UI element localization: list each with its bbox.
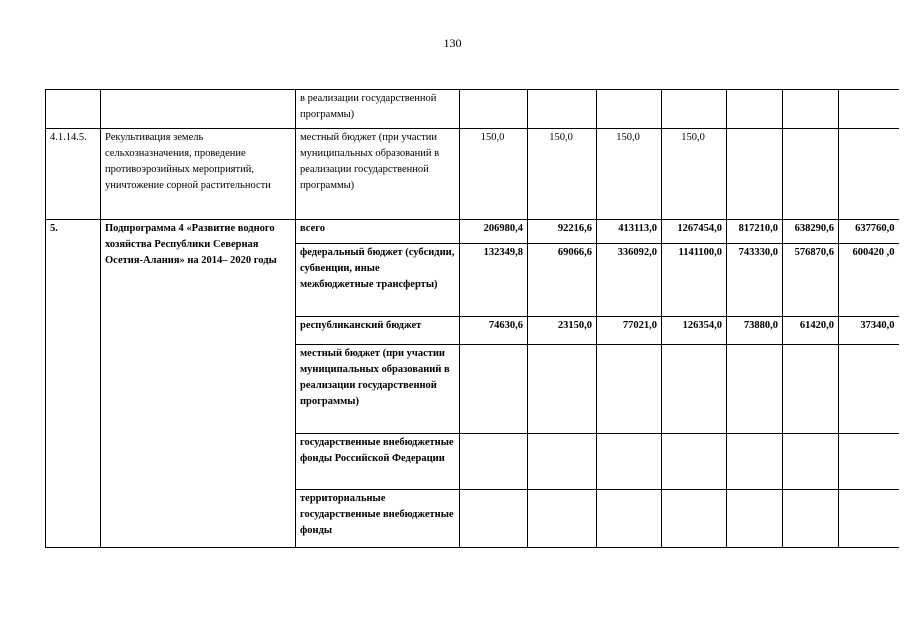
value-cell: 92216,6 [528, 220, 597, 244]
value-cell [839, 129, 899, 220]
value-cell: 336092,0 [597, 244, 662, 317]
value-cell: 817210,0 [727, 220, 783, 244]
row-code: 5. [46, 220, 101, 548]
row-code [46, 90, 101, 129]
value-cell [528, 434, 597, 490]
value-cell: 600420 ,0 [839, 244, 899, 317]
value-cell [783, 90, 839, 129]
value-cell: 576870,6 [783, 244, 839, 317]
funding-source: всего [296, 220, 460, 244]
value-cell [783, 129, 839, 220]
page-number: 130 [443, 36, 462, 50]
funding-source: местный бюджет (при участии муниципальных образований в реализации государственной программы) [296, 345, 460, 434]
table-row [46, 90, 899, 129]
value-cell [727, 490, 783, 548]
value-cell [597, 490, 662, 548]
table-row [46, 129, 899, 220]
budget-table [45, 89, 899, 548]
value-cell [460, 490, 528, 548]
value-cell [839, 434, 899, 490]
value-cell [662, 345, 727, 434]
value-cell [727, 434, 783, 490]
funding-source: республиканский бюджет [296, 317, 460, 345]
value-cell: 132349,8 [460, 244, 528, 317]
value-cell [528, 90, 597, 129]
funding-source: местный бюджет (при участии муниципальных образований в реализации государственной программы) [296, 129, 460, 220]
value-cell: 61420,0 [783, 317, 839, 345]
value-cell: 126354,0 [662, 317, 727, 345]
value-cell: 69066,6 [528, 244, 597, 317]
value-cell [839, 345, 899, 434]
value-cell [783, 490, 839, 548]
value-cell [727, 345, 783, 434]
value-cell [783, 434, 839, 490]
funding-source: территориальные государственные внебюджетные фонды [296, 490, 460, 548]
value-cell: 73880,0 [727, 317, 783, 345]
funding-source: федеральный бюджет (субсидии, субвенции, иные межбюджетные трансферты) [296, 244, 460, 317]
row-name: Рекультивация земель сельхозназначения, проведение противоэрозийных мероприятий, уничтожение сорной растительности [101, 129, 296, 220]
value-cell [597, 345, 662, 434]
value-cell: 23150,0 [528, 317, 597, 345]
value-cell: 150,0 [597, 129, 662, 220]
table-row [46, 220, 899, 244]
value-cell: 638290,6 [783, 220, 839, 244]
value-cell [460, 90, 528, 129]
value-cell: 413113,0 [597, 220, 662, 244]
value-cell [460, 345, 528, 434]
value-cell [597, 434, 662, 490]
value-cell: 77021,0 [597, 317, 662, 345]
value-cell: 74630,6 [460, 317, 528, 345]
value-cell [528, 490, 597, 548]
row-code: 4.1.14.5. [46, 129, 101, 220]
value-cell: 150,0 [662, 129, 727, 220]
value-cell [727, 129, 783, 220]
row-name: Подпрограмма 4 «Развитие водного хозяйства Республики Северная Осетия-Алания» на 2014– 2020 годы [101, 220, 296, 548]
funding-source: государственные внебюджетные фонды Российской Федерации [296, 434, 460, 490]
value-cell [597, 90, 662, 129]
value-cell: 150,0 [460, 129, 528, 220]
value-cell: 37340,0 [839, 317, 899, 345]
value-cell [727, 90, 783, 129]
value-cell [662, 90, 727, 129]
value-cell: 1141100,0 [662, 244, 727, 317]
funding-source: в реализации государственной программы) [296, 90, 460, 129]
value-cell: 743330,0 [727, 244, 783, 317]
value-cell [460, 434, 528, 490]
value-cell: 1267454,0 [662, 220, 727, 244]
value-cell: 637760,0 [839, 220, 899, 244]
value-cell: 150,0 [528, 129, 597, 220]
value-cell [528, 345, 597, 434]
value-cell [662, 490, 727, 548]
value-cell [839, 490, 899, 548]
row-name [101, 90, 296, 129]
value-cell [662, 434, 727, 490]
value-cell: 206980,4 [460, 220, 528, 244]
value-cell [783, 345, 839, 434]
value-cell [839, 90, 899, 129]
